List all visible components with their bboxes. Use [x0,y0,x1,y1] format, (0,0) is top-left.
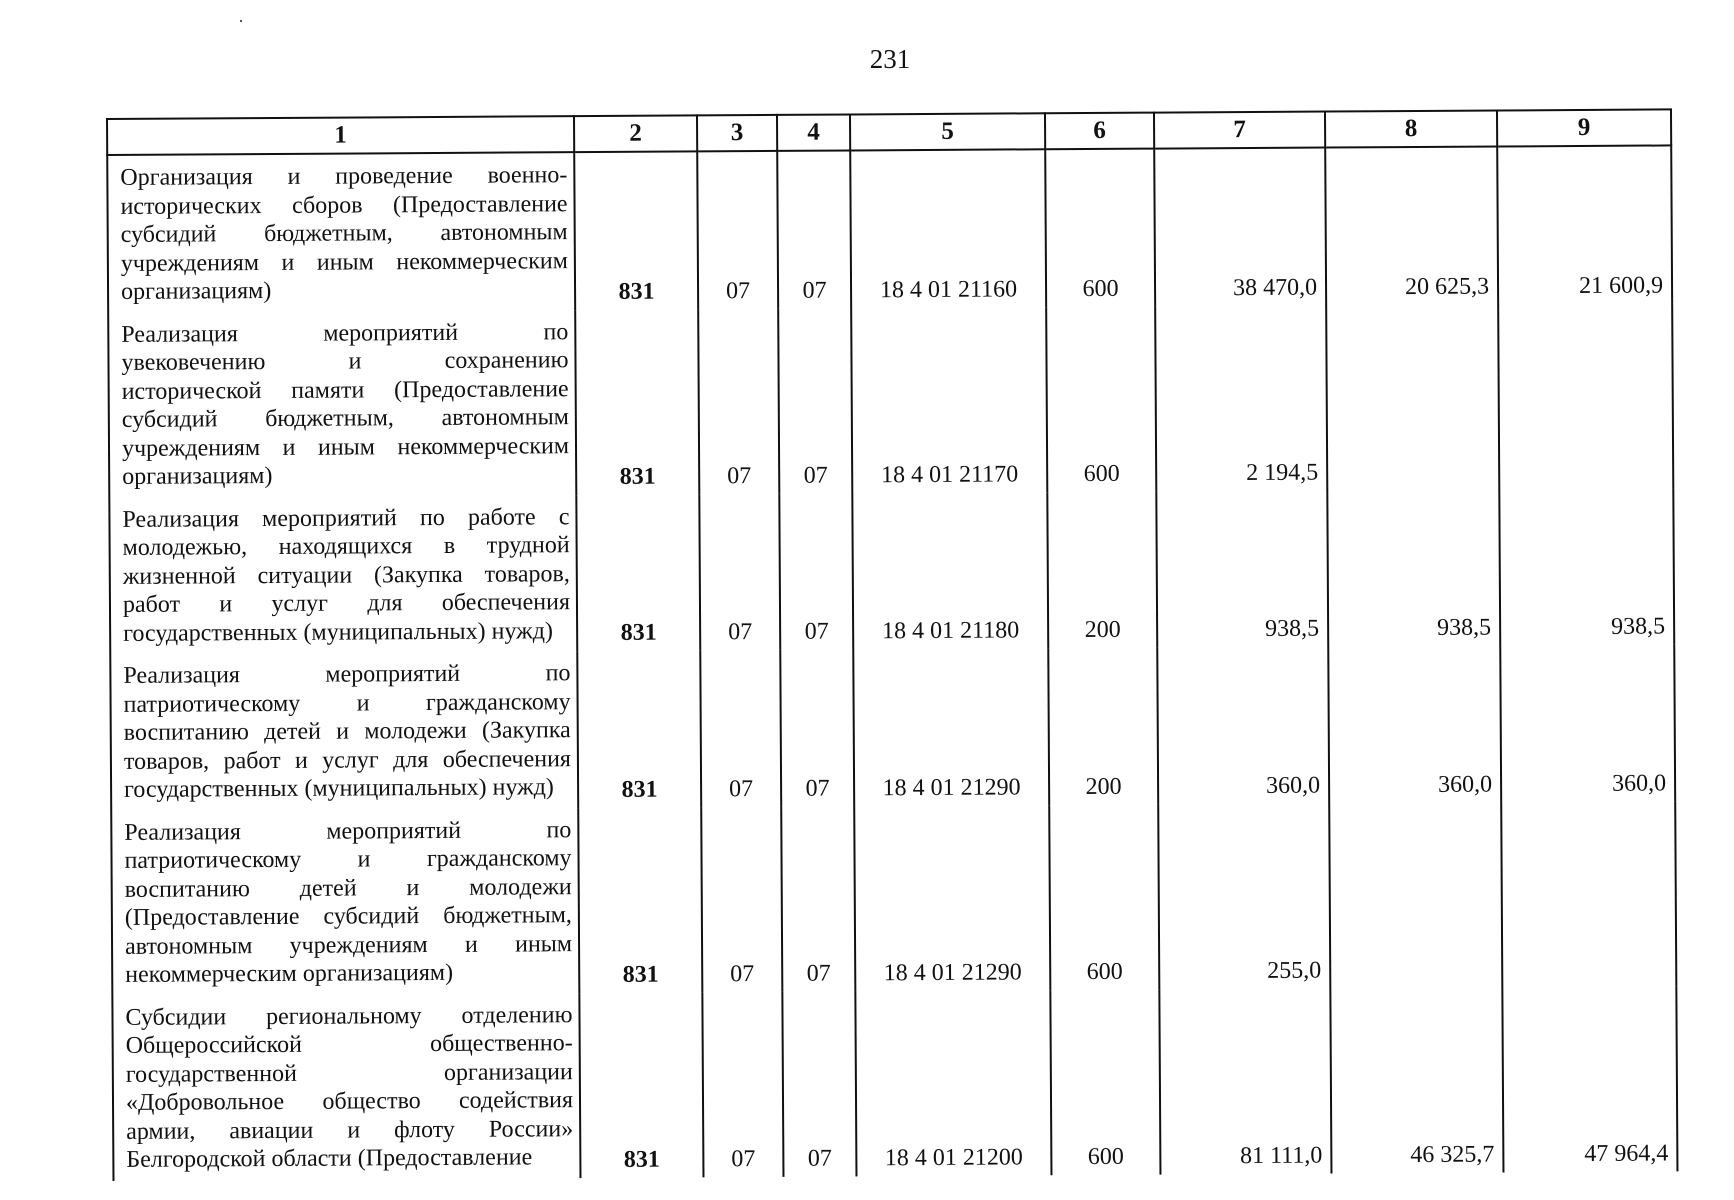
ministry-code: 831 [577,650,701,807]
row-description [108,310,576,498]
amount-col-9 [1501,801,1676,987]
ministry-code: 831 [578,807,702,993]
table-row [111,801,1676,996]
row-description [110,651,578,810]
description-line: (Предоставление субсидий бюджетным, [124,902,572,931]
amount-col-8 [1329,802,1502,988]
description-line: государственных (муниципальных) нужд) [123,617,554,647]
table-row [108,303,1673,498]
subsection-code: 07 [782,991,856,1176]
description-line: исторических сборов (Предоставление [120,190,568,220]
header-col-7: 7 [1154,112,1325,149]
header-col-8: 8 [1325,111,1497,148]
scan-speck [240,20,242,22]
description-line: воспитанию детей и молодежи [124,873,572,903]
expense-type: 200 [1047,491,1157,648]
description-line: армии, авиации и флоту России» [126,1115,574,1145]
row-description [111,808,579,996]
target-article: 18 4 01 21290 [854,805,1050,991]
amount-col-9 [1498,303,1673,489]
amount-col-8: 46 325,7 [1330,987,1503,1173]
description-line: Реализация мероприятий по [121,318,569,348]
table-row [112,986,1677,1181]
section-code: 07 [702,991,783,1176]
description-line: исторической памяти (Предоставление [121,375,569,405]
description-line: учреждениям и иным некоммерческим [120,247,568,277]
description-line: увековечению и сохранению [121,347,569,376]
header-col-6: 6 [1045,113,1154,150]
ministry-code: 831 [574,151,698,309]
header-col-1: 1 [107,116,574,155]
target-article: 18 4 01 21160 [850,149,1046,308]
header-col-9: 9 [1497,109,1671,146]
description-line: Реализация мероприятий по работе с [122,503,570,533]
section-code: 07 [698,308,779,493]
description-line: Общероссийской общественно- [125,1030,573,1059]
subsection-code: 07 [777,150,851,308]
header-col-3: 3 [697,115,777,151]
page-number: 231 [869,44,911,74]
expense-type: 600 [1045,149,1155,307]
header-col-4: 4 [777,114,850,150]
amount-col-7: 360,0 [1157,647,1329,805]
description-line: некоммерческим организациям) [125,959,454,988]
description-line: жизненной ситуации (Закупка товаров, [122,560,570,590]
amount-col-7: 2 194,5 [1155,305,1327,491]
description-line: учреждениям и иным некоммерческим [121,432,570,462]
expense-type: 600 [1046,306,1156,492]
table-row [109,488,1674,654]
ministry-code: 831 [579,992,703,1178]
description-line: Реализация мероприятий по [123,660,571,689]
target-article: 18 4 01 21290 [853,648,1049,806]
section-code: 07 [699,493,780,650]
amount-col-8: 20 625,3 [1325,147,1498,306]
ministry-code: 831 [576,494,700,651]
description-line: Организация и проведение военно- [120,162,568,191]
description-line: молодежью, находящихся в трудной [122,532,570,561]
expense-type: 200 [1048,648,1158,805]
amount-col-9: 21 600,9 [1497,145,1672,304]
row-description [107,152,575,312]
description-line: государственных (муниципальных) нужд) [124,774,554,803]
expense-type: 600 [1050,989,1160,1175]
expense-type: 600 [1049,804,1159,990]
description-line: «Добровольное общество содействия [125,1087,574,1116]
row-description [109,495,577,654]
description-line: организациям) [122,462,273,490]
target-article: 18 4 01 21180 [852,492,1048,650]
amount-col-7: 255,0 [1158,803,1330,989]
section-code: 07 [700,650,781,807]
subsection-code: 07 [779,493,853,650]
table-row [110,644,1675,810]
description-line: автономным учреждениям и иным [124,930,573,960]
description-line: организациям) [120,277,272,305]
description-line: воспитанию детей и молодежи (Закупка [123,717,571,746]
header-col-2: 2 [574,115,697,152]
description-line: субсидий бюджетным, автономным [120,219,568,248]
budget-table [106,108,1678,1180]
subsection-code: 07 [781,806,855,991]
description-line: Реализация мероприятий по [124,816,572,846]
target-article: 18 4 01 21200 [855,990,1051,1176]
amount-col-9: 938,5 [1499,488,1674,646]
header-col-5: 5 [850,113,1045,150]
description-line: субсидий бюджетным, автономным [121,404,569,433]
description-line: работ и услуг для обеспечения [122,589,571,618]
amount-col-9: 47 964,4 [1502,986,1677,1172]
description-line: государственной организации [125,1058,573,1088]
amount-col-8: 938,5 [1327,489,1500,647]
ministry-code: 831 [575,309,699,495]
amount-col-8: 360,0 [1328,645,1501,803]
section-code: 07 [701,806,782,991]
description-line: патриотическому и гражданскому [124,845,572,874]
description-line: патриотическому и гражданскому [123,688,571,718]
subsection-code: 07 [780,649,854,806]
description-line: товаров, работ и услуг для обеспечения [123,745,572,775]
description-line: Белгородской области (Предоставление [126,1144,533,1173]
subsection-code: 07 [778,308,852,493]
table-row [107,145,1672,312]
description-line: Субсидии региональному отделению [125,1001,573,1031]
row-description [112,993,580,1181]
amount-col-8 [1326,304,1499,490]
amount-col-7: 938,5 [1156,490,1328,648]
amount-col-7: 38 470,0 [1154,148,1326,307]
amount-col-7: 81 111,0 [1159,988,1331,1174]
section-code: 07 [697,151,778,309]
amount-col-9: 360,0 [1500,644,1675,802]
target-article: 18 4 01 21170 [851,307,1047,493]
